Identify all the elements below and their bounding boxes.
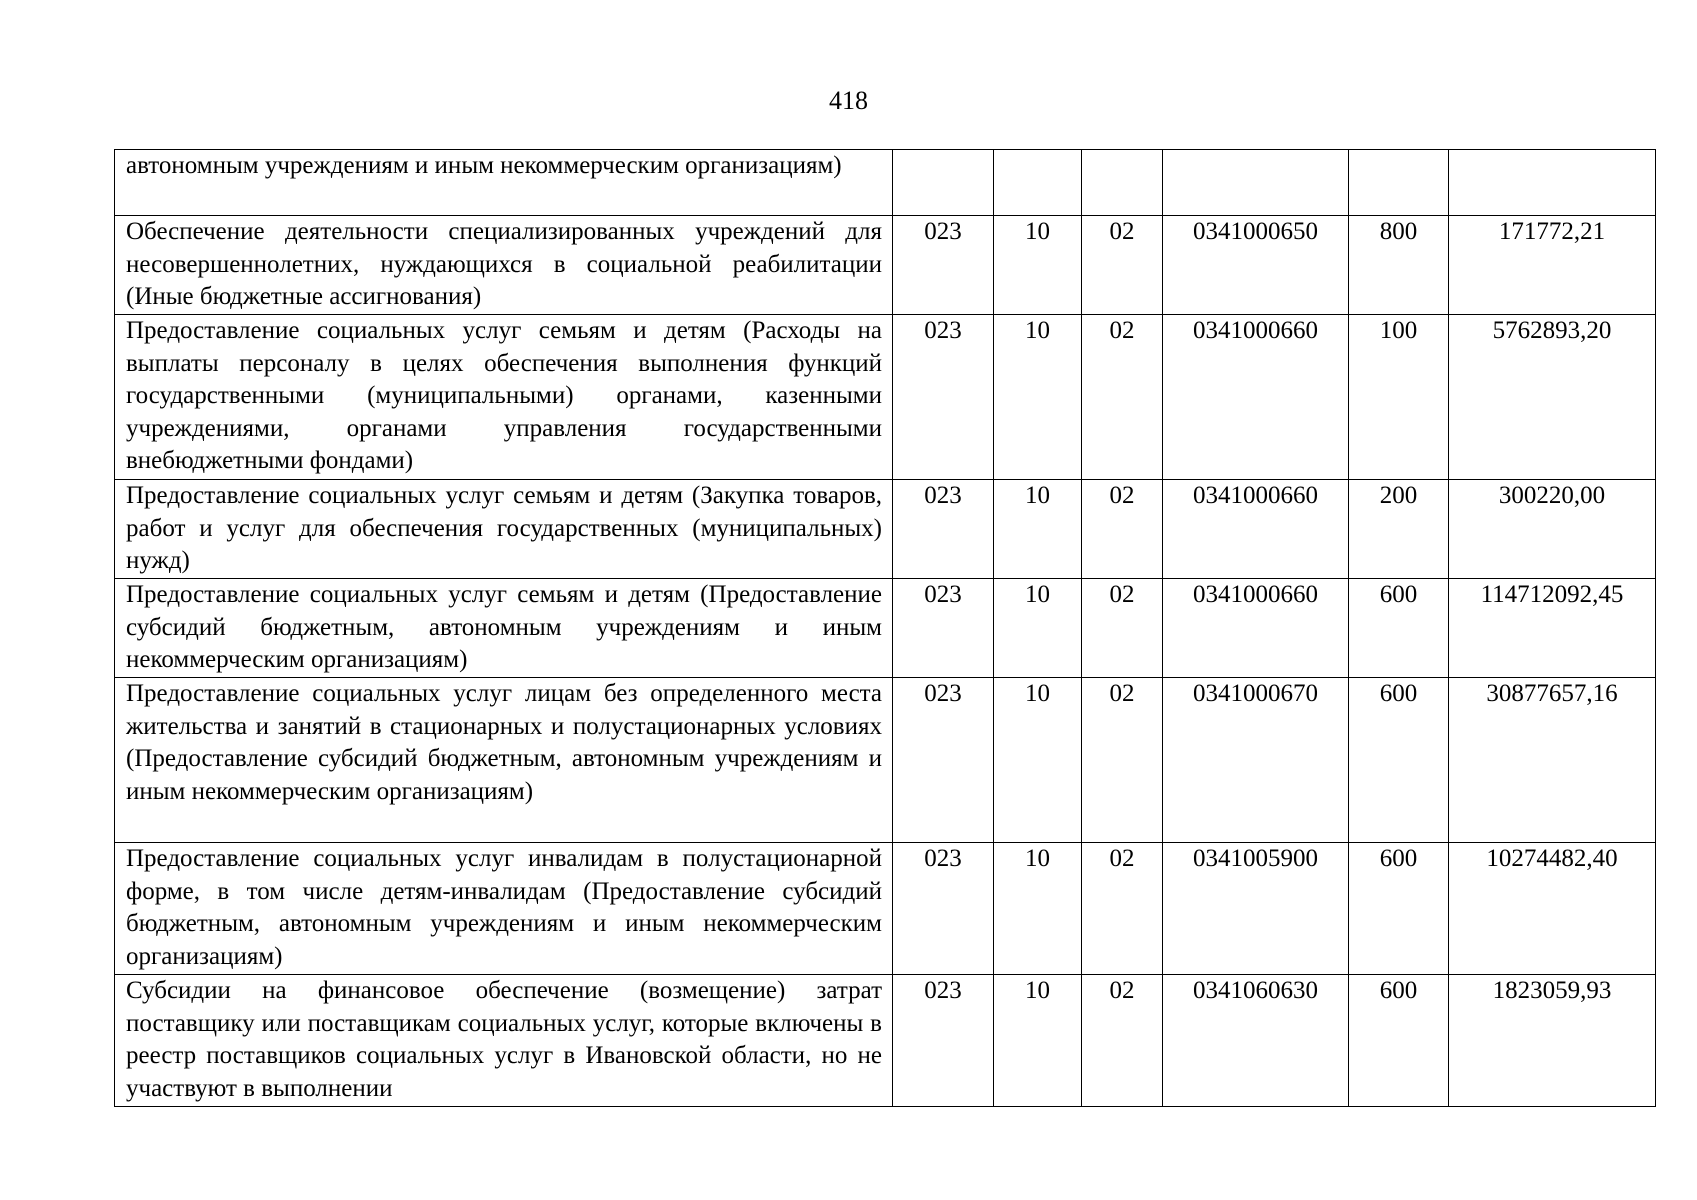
target-article-code: 0341000660 <box>1163 480 1349 579</box>
section-code: 10 <box>994 216 1082 315</box>
row-description: Предоставление социальных услуг лицам без определенного места жительства и занятий в стационарных и полустационарных условиях (Предоставление субсидий бюджетным, автономным учреждениям и иным некоммерческим организациям) <box>115 678 893 843</box>
section-code: 10 <box>994 843 1082 975</box>
amount-cell <box>1449 150 1656 216</box>
table-row <box>115 216 1656 315</box>
table-row <box>115 315 1656 480</box>
target-article-code: 0341000660 <box>1163 579 1349 678</box>
subsection-code: 02 <box>1082 678 1163 843</box>
expense-type-code: 200 <box>1349 480 1449 579</box>
budget-table <box>114 149 1656 1107</box>
subsection-code: 02 <box>1082 843 1163 975</box>
expense-type-code: 100 <box>1349 315 1449 480</box>
page-number: 418 <box>829 86 868 115</box>
table-row <box>115 678 1656 843</box>
row-description: Предоставление социальных услуг инвалидам в полустационарной форме, в том числе детям-инвалидам (Предоставление субсидий бюджетным, автономным учреждениям и иным некоммерческим организациям) <box>115 843 893 975</box>
subsection-code: 02 <box>1082 480 1163 579</box>
expense-type-code: 600 <box>1349 579 1449 678</box>
section-code: 10 <box>994 975 1082 1107</box>
subsection-code: 02 <box>1082 579 1163 678</box>
row-description: Предоставление социальных услуг семьям и детям (Предоставление субсидий бюджетным, автономным учреждениям и иным некоммерческим организациям) <box>115 579 893 678</box>
expense-type-code: 600 <box>1349 975 1449 1107</box>
ministry-code: 023 <box>893 843 994 975</box>
subsection-code: 02 <box>1082 216 1163 315</box>
target-article-code: 0341000670 <box>1163 678 1349 843</box>
subsection-code: 02 <box>1082 315 1163 480</box>
expense-type-code: 600 <box>1349 843 1449 975</box>
section-code: 10 <box>994 480 1082 579</box>
amount-cell: 114712092,45 <box>1449 579 1656 678</box>
target-article-code <box>1163 150 1349 216</box>
section-code: 10 <box>994 678 1082 843</box>
expense-type-code: 600 <box>1349 678 1449 843</box>
section-code <box>994 150 1082 216</box>
target-article-code: 0341005900 <box>1163 843 1349 975</box>
expense-type-code <box>1349 150 1449 216</box>
row-description: автономным учреждениям и иным некоммерческим организациям) <box>115 150 893 216</box>
amount-cell: 5762893,20 <box>1449 315 1656 480</box>
ministry-code: 023 <box>893 216 994 315</box>
section-code: 10 <box>994 315 1082 480</box>
amount-cell: 10274482,40 <box>1449 843 1656 975</box>
amount-cell: 171772,21 <box>1449 216 1656 315</box>
section-code: 10 <box>994 579 1082 678</box>
row-description: Субсидии на финансовое обеспечение (возмещение) затрат поставщику или поставщикам социальных услуг, которые включены в реестр поставщиков социальных услуг в Ивановской области, но не участвуют в выполнении <box>115 975 893 1107</box>
target-article-code: 0341000660 <box>1163 315 1349 480</box>
amount-cell: 30877657,16 <box>1449 678 1656 843</box>
table-row <box>115 843 1656 975</box>
ministry-code: 023 <box>893 315 994 480</box>
amount-cell: 1823059,93 <box>1449 975 1656 1107</box>
table-row <box>115 480 1656 579</box>
row-description: Предоставление социальных услуг семьям и детям (Закупка товаров, работ и услуг для обеспечения государственных (муниципальных) нужд) <box>115 480 893 579</box>
table-row <box>115 150 1656 216</box>
amount-cell: 300220,00 <box>1449 480 1656 579</box>
ministry-code: 023 <box>893 579 994 678</box>
subsection-code <box>1082 150 1163 216</box>
target-article-code: 0341060630 <box>1163 975 1349 1107</box>
ministry-code: 023 <box>893 975 994 1107</box>
target-article-code: 0341000650 <box>1163 216 1349 315</box>
ministry-code <box>893 150 994 216</box>
subsection-code: 02 <box>1082 975 1163 1107</box>
row-description: Предоставление социальных услуг семьям и детям (Расходы на выплаты персоналу в целях обеспечения выполнения функций государственными (муниципальными) органами, казенными учреждениями, органами управления государственными внебюджетными фондами) <box>115 315 893 480</box>
table-row <box>115 975 1656 1107</box>
row-description: Обеспечение деятельности специализированных учреждений для несовершеннолетних, нуждающихся в социальной реабилитации (Иные бюджетные ассигнования) <box>115 216 893 315</box>
ministry-code: 023 <box>893 480 994 579</box>
expense-type-code: 800 <box>1349 216 1449 315</box>
table-row <box>115 579 1656 678</box>
ministry-code: 023 <box>893 678 994 843</box>
